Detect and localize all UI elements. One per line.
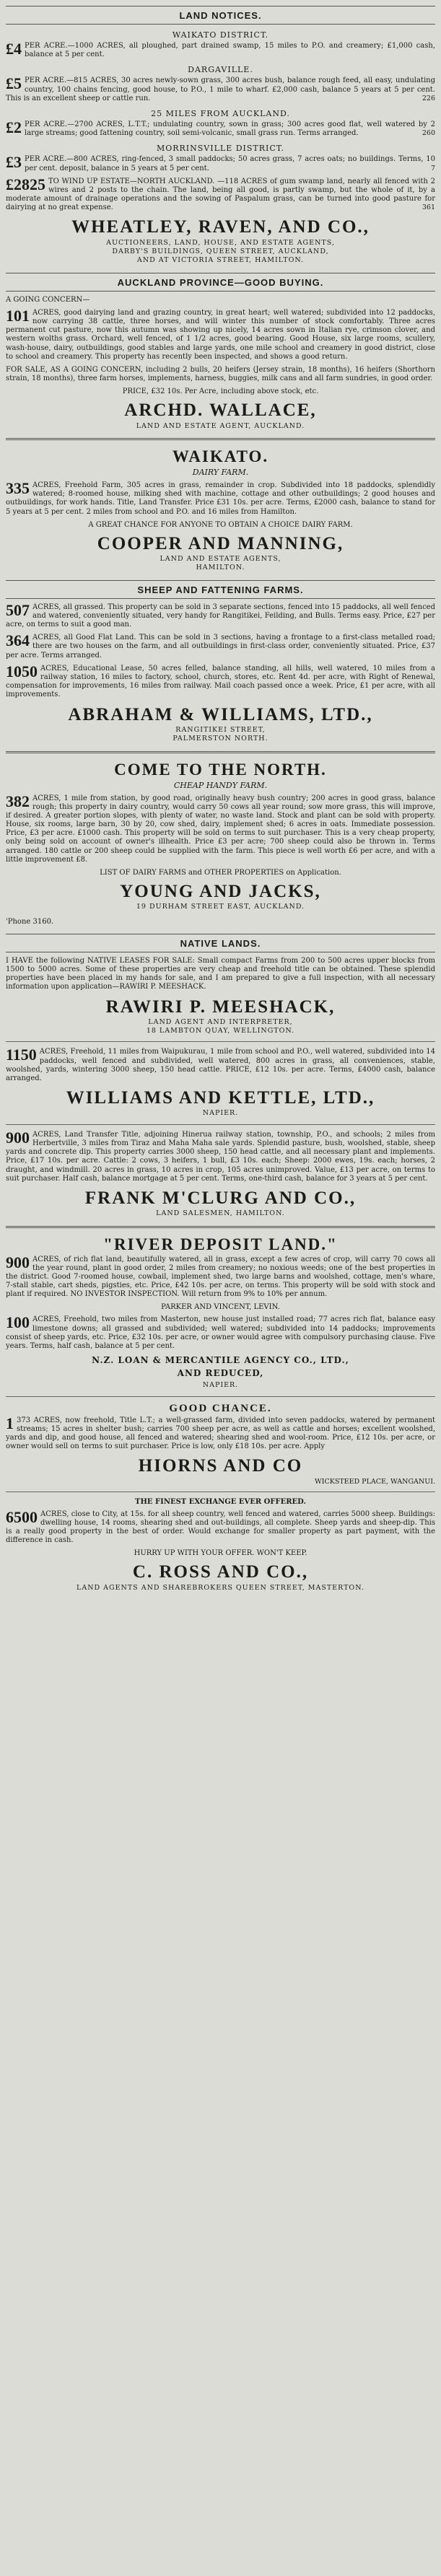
listing-text: PER ACRE.—800 ACRES, ring-fenced, 3 small paddocks; 50 acres grass, 7 acres oats; no buildings. Terms, 10 per cent. deposit, balance in 5 years at 5 per cent. bbox=[25, 155, 435, 172]
agent-address: LAND SALESMEN, HAMILTON. bbox=[156, 1209, 285, 1218]
agent-name: N.Z. LOAN & MERCANTILE AGENCY CO., LTD., bbox=[92, 1355, 349, 1366]
listing-reference: 361 bbox=[422, 203, 435, 212]
listing-text: ACRES, good dairying land and grazing country, in great heart; well watered; subdivided into 12 paddocks, now carrying 38 cattle, three horses, and will winter this number of stock comfortably. Three acres permanent cut pasture, now this autumn was showing up nicely, 14 acres sown in Italian rye, crimson clover, and western wolths grass. Orchard, well fenced, of 1 1/2 acres, good bearing. Good House, six large rooms, scullery, wash-house, dairy, outbuildings, good stables and large yards, one mile school and creamery in good district, close to school and creamery. This property has recently been inspected, and shows a good return. bbox=[6, 308, 435, 361]
banner-good-chance: GOOD CHANCE. bbox=[169, 1402, 272, 1414]
listing-price: 900 bbox=[6, 1253, 30, 1271]
listing-ad bbox=[6, 481, 435, 517]
listing-price: 1050 bbox=[6, 662, 38, 680]
listing-text: ACRES, Educational Lease, 50 acres felled, balance standing, all hills, well watered, 10 miles from a railway station, 16 miles to factory, school, church, stores, etc. Rent 4d. per acre, with Right of Renewal, compensation for improvements, 16 miles from railway. Mail coach passed once a week. Price, £1 per acre, with all improvements. bbox=[6, 664, 435, 699]
price-line: PRICE, £32 10s. Per Acre, including above stock, etc. bbox=[122, 387, 319, 396]
listing-price: 335 bbox=[6, 479, 30, 497]
divider bbox=[6, 1226, 435, 1228]
listing-ad bbox=[6, 794, 435, 865]
listing-ad bbox=[6, 1048, 435, 1083]
agent-address: 19 DURHAM STREET EAST, AUCKLAND. bbox=[136, 903, 305, 911]
listing-text: ACRES, Land Transfer Title, adjoining Hinerua railway station, township, P.O., and schools; 2 miles from Herbertville, 3 miles from Tiraz and Maha Maha sale yards. Splendid pasture, bush, woolshed, stable, sheep yards and concrete dip. This property carries 3000 sheep, 150 head cattle, and all necessary plant and implements. Price, £17 10s. per acre. Cattle: 2 cows, 3 heifers, 1 bull, £3 10s. each; Sheep: 2000 ewes, 19s. each; horses, 2 draught, and windmill. 20 acres in grass, 10 acres in crop, 105 acres unimproved. Value, £13 per acre, on terms to suit purchaser. Half cash, balance mortgage at 5 per cent. Terms, one-third cash, balance for 3 years at 5 per cent. bbox=[6, 1130, 435, 1183]
listing-ad bbox=[6, 155, 435, 172]
listing-ad bbox=[6, 1507, 435, 1546]
listing-ad bbox=[6, 631, 435, 660]
agent-address: WICKSTEED PLACE, WANGANUI. bbox=[314, 1477, 435, 1486]
agent-line: PARKER AND VINCENT, LEVIN. bbox=[161, 1303, 280, 1312]
listing-reference: 7 bbox=[430, 164, 435, 172]
agent-name: RAWIRI P. MEESHACK, bbox=[105, 996, 336, 1017]
agent-name: COOPER AND MANNING, bbox=[97, 533, 344, 553]
listing-ad bbox=[6, 1128, 435, 1183]
listing-price: 101 bbox=[6, 306, 30, 325]
section-heading-native: NATIVE LANDS. bbox=[6, 934, 435, 952]
listing-ad bbox=[6, 662, 435, 700]
district-heading: MORRINSVILLE DISTRICT. bbox=[156, 144, 285, 154]
agent-address: LAND AND ESTATE AGENT, AUCKLAND. bbox=[136, 421, 305, 430]
divider bbox=[6, 438, 435, 440]
listing-price: 507 bbox=[6, 600, 30, 619]
agent-name: WILLIAMS AND KETTLE, LTD., bbox=[66, 1088, 375, 1108]
agent-address: NAPIER. bbox=[202, 1109, 239, 1118]
listing-price: 364 bbox=[6, 631, 30, 650]
listing-text: TO WIND UP ESTATE—NORTH AUCKLAND. —118 ACRES of gum swamp land, nearly all fenced with 2 wires and 2 posts to the chain. The land, being all good, is partly swamp, but the whole of it, by a moderate amount of drainage operations and the sowing of Paspalum grass, can be turned into good pasture for dairying at no great expense. bbox=[6, 177, 435, 212]
closing-line: A GREAT CHANCE FOR ANYONE TO OBTAIN A CHOICE DAIRY FARM. bbox=[88, 520, 353, 529]
listing-text: ACRES, 1 mile from station, by good road, originally heavy bush country; 200 acres in good grass, balance rough; this property in dairy country, would carry 50 cows all year round; sow more grass, this will improve, if desired. A greater portion slopes, with plenty of water, no waste land. Stock and plant can be sold with property. House, six rooms, large barn, 30 by 20, cow shed, dairy, implement shed; 6 acres in oats. Immediate possession. Price, £3 per acre. £1000 cash. This property will be sold on terms to suit purchaser. This is a very cheap property, only being sold on account of owner's illhealth. Price £3 per acre; 700 sheep could also be thrown in. Terms arranged. 180 cattle or 200 sheep could be supplied with the farm. This piece is well worth £6 per acre, and with a little improvement £8. bbox=[6, 794, 435, 864]
agent-line: RANGITIKEI STREET, bbox=[175, 725, 266, 734]
listing-ad bbox=[6, 1416, 435, 1452]
banner-waikato: WAIKATO. bbox=[172, 447, 269, 465]
divider bbox=[6, 1124, 435, 1125]
listing-price: £5 bbox=[6, 74, 22, 93]
listing-price: 382 bbox=[6, 792, 30, 810]
divider bbox=[6, 1396, 435, 1397]
agent-address bbox=[6, 239, 435, 266]
listing-text: ACRES, all Good Flat Land. This can be sold in 3 sections, having a frontage to a first-class metalled road; there are two houses on the farm, and all outbuildings in first-class order, conveniently situated. Price, £37 per acre. Terms arranged. bbox=[6, 634, 435, 660]
listing-text: ACRES, close to City, at 15s. for all sheep country, well fenced and watered, carries 5000 sheep. Buildings: dwelling house, 14 rooms, shearing shed and out-buildings, all complete. Sheep yards and sheep-dip. This is a really good property in the best of order. Would exchange for smaller property as part payment, with the difference in cash. bbox=[6, 1510, 435, 1545]
agent-name: YOUNG AND JACKS, bbox=[120, 882, 321, 901]
native-lands-text: I HAVE the following NATIVE LEASES FOR SALE: Small compact Farms from 200 to 500 acres upper blocks from 1500 to 5000 acres. Some of these properties are very cheap and freehold title can be obtained. These splendid properties have been placed in my hands for sale, and I am prepared to give a full inspection, with all necessary information upon application—RAWIRI P. MEESHACK. bbox=[6, 956, 435, 991]
listing-ad bbox=[6, 175, 435, 213]
listing-reference: 260 bbox=[422, 129, 435, 138]
agent-line: LAND AGENT AND INTERPRETER, bbox=[148, 1017, 293, 1026]
section-heading-auckland: AUCKLAND PROVINCE—GOOD BUYING. bbox=[6, 273, 435, 292]
district-heading: 25 MILES FROM AUCKLAND. bbox=[151, 108, 290, 118]
listing-reference: 226 bbox=[422, 94, 435, 102]
listing-ad bbox=[6, 600, 435, 630]
agent-name: C. ROSS AND CO., bbox=[132, 1562, 309, 1582]
divider bbox=[6, 751, 435, 753]
listing-text: ACRES, of rich flat land, beautifully watered, all in grass, except a few acres of crop, will carry 70 cows all the year round, plant in good order, 2 miles from creamery; no noxious weeds; one of the best properties in the district. Good 7-roomed house, cowbail, implement shed, two large barns and woolshed, cottage, men's whare, 7-stall stable, cart sheds, pigsties, etc. Price, £42 10s. per acre, on terms. This property will be sold with stock and plant if required. NO INVESTOR INSPECTION. Will return from 9% to 10% per annum. bbox=[6, 1255, 435, 1299]
listing-price: £4 bbox=[6, 40, 22, 58]
listing-text: PER ACRE.—815 ACRES, 30 acres newly-sown grass, 300 acres bush, balance rough feed, all easy, undulating country, 100 chains fencing, good house, to P.O., 1 mile to wharf. £2,000 cash, balance 5 years at 5 per cent. This is an excellent sheep or cattle run. bbox=[6, 76, 435, 102]
banner-river-deposit: "RIVER DEPOSIT LAND." bbox=[103, 1235, 338, 1253]
section-heading-land-notices: LAND NOTICES. bbox=[6, 6, 435, 25]
ad-intro: A GOING CONCERN— bbox=[6, 295, 90, 304]
divider bbox=[6, 1041, 435, 1042]
listing-price: 900 bbox=[6, 1128, 30, 1147]
district-heading: DARGAVILLE. bbox=[188, 65, 253, 75]
agent-line: DARBY'S BUILDINGS, QUEEN STREET, AUCKLAND, bbox=[112, 247, 329, 256]
listing-text: ACRES, Freehold, 11 miles from Waipukurau, 1 mile from school and P.O., well watered, subdivided into 14 paddocks, well fenced and subdivided, well watered, 800 acres in grass, all conveniences, stable, woolshed, yards, wintering 3000 sheep, 150 head cattle. PRICE, £12 10s. per acre. Terms, £4000 cash, balance arranged. bbox=[6, 1048, 435, 1083]
listing-ad bbox=[6, 1315, 435, 1351]
listing-text: ACRES, Freehold Farm, 305 acres in grass, remainder in crop. Subdivided into 18 paddocks, splendidly watered; 8-roomed house, milking shed with machine, cottage and other outbuildings; 2 good houses and outbuildings, for work hands. Title, Land Transfer. Price £31 10s. per acre. Terms, £2000 cash, balance to stand for 5 years at 5 per cent. 2 miles from school and P.O. and 16 miles from Hamilton. bbox=[6, 481, 435, 516]
agent-address bbox=[6, 726, 435, 744]
listing-text: PER ACRE.—2700 ACRES, L.T.T.; undulating country, sown in grass; 300 acres good flat, well watered by 2 large streams; good fattening country, soil semi-volcanic, small grass run. Terms arranged. bbox=[25, 120, 435, 138]
section-heading-sheep: SHEEP AND FATTENING FARMS. bbox=[6, 580, 435, 599]
listing-ad bbox=[6, 306, 435, 362]
banner-subtitle: DAIRY FARM. bbox=[192, 468, 249, 477]
agent-address: NAPIER. bbox=[202, 1381, 239, 1390]
agent-address bbox=[6, 555, 435, 573]
listing-ad bbox=[6, 1253, 435, 1300]
agent-line: AUCTIONEERS, LAND, HOUSE, AND ESTATE AGENTS, bbox=[106, 238, 335, 247]
listing-ad bbox=[6, 76, 435, 103]
listing-text: ACRES, all grassed. This property can be sold in 3 separate sections, fenced into 15 paddocks, all well fenced and watered, conveniently situated, very handy for Rangitikei, Feilding, and Bulls. Terms easy. Price, £27 per acre, on terms to suit a good man. bbox=[6, 603, 435, 629]
agent-line: AND AT VICTORIA STREET, HAMILTON. bbox=[136, 256, 305, 265]
listing-price: 1 bbox=[6, 1414, 14, 1432]
listing-ad bbox=[6, 42, 435, 59]
agent-name: FRANK M'CLURG AND CO., bbox=[84, 1188, 357, 1208]
agent-name-cont: AND REDUCED, bbox=[177, 1368, 264, 1379]
agent-address bbox=[6, 1018, 435, 1036]
listing-price: £2825 bbox=[6, 175, 45, 193]
listing-price: £3 bbox=[6, 153, 22, 172]
agent-line: PALMERSTON NORTH. bbox=[173, 735, 268, 743]
listing-text: PER ACRE.—1000 ACRES, all ploughed, part drained swamp, 15 miles to P.O. and creamery; £1,000 cash, balance at 5 per cent. bbox=[25, 42, 435, 59]
agent-name: WHEATLEY, RAVEN, AND CO., bbox=[71, 217, 370, 237]
section-heading-exchange: THE FINEST EXCHANGE EVER OFFERED. bbox=[135, 1497, 306, 1506]
listing-price: 1150 bbox=[6, 1046, 37, 1064]
agent-line: 18 LAMBTON QUAY, WELLINGTON. bbox=[146, 1027, 295, 1035]
list-line: LIST OF DAIRY FARMS and OTHER PROPERTIES on Application. bbox=[100, 869, 341, 877]
agent-address: LAND AGENTS AND SHAREBROKERS QUEEN STREET, MASTERTON. bbox=[77, 1583, 364, 1592]
banner-subtitle: CHEAP HANDY FARM. bbox=[173, 780, 268, 790]
agent-name: HIORNS AND CO bbox=[138, 1456, 303, 1476]
listing-ad bbox=[6, 118, 435, 138]
listing-price: £2 bbox=[6, 118, 22, 136]
phone-line: 'Phone 3160. bbox=[6, 917, 54, 926]
listing-price: 100 bbox=[6, 1313, 30, 1332]
banner-come-north: COME TO THE NORTH. bbox=[114, 760, 327, 779]
going-concern-text: FOR SALE, AS A GOING CONCERN, including 2 bulls, 20 heifers (Jersey strain, 18 months), 16 heifers (Shorthorn strain, 18 months), three farm horses, implements, harness, buggies, milk cans and all farm sundries, in good order. bbox=[6, 366, 435, 383]
closing-line: HURRY UP WITH YOUR OFFER. WON'T KEEP. bbox=[134, 1549, 307, 1558]
agent-name: ARCHD. WALLACE, bbox=[124, 400, 317, 421]
listing-text: ACRES, Freehold, two miles from Masterton, new house just installed road; 77 acres rich flat, balance easy limestone downs; all grassed and subdivided; well watered; subdivided into 14 paddocks; improvements consist of sheep yards, etc. Price, £32 10s. per acre, or owner would agree with compulsory purchasing clause. Five years. Terms, half cash, balance at 5 per cent. bbox=[6, 1315, 435, 1351]
district-heading: WAIKATO DISTRICT. bbox=[172, 30, 269, 40]
listing-text: 373 ACRES, now freehold, Title L.T.; a well-grassed farm, divided into seven paddocks, watered by permanent streams; 15 acres in shelter bush; carries 700 sheep per acre, as well as cattle and horses; excellent woolshed, yards and dip, and good house, all fenced and watered; shearing shed and wool-room. Price, £12 10s. per acre, or owner would sell on terms to suit purchaser. Price is low, only £18 10s. per acre. Apply bbox=[6, 1416, 435, 1451]
agent-line: HAMILTON. bbox=[196, 564, 245, 572]
divider bbox=[6, 1491, 435, 1492]
agent-line: LAND AND ESTATE AGENTS, bbox=[160, 555, 281, 563]
newspaper-page bbox=[6, 6, 435, 2564]
listing-price: 6500 bbox=[6, 1507, 38, 1526]
agent-name: ABRAHAM & WILLIAMS, LTD., bbox=[68, 704, 373, 724]
